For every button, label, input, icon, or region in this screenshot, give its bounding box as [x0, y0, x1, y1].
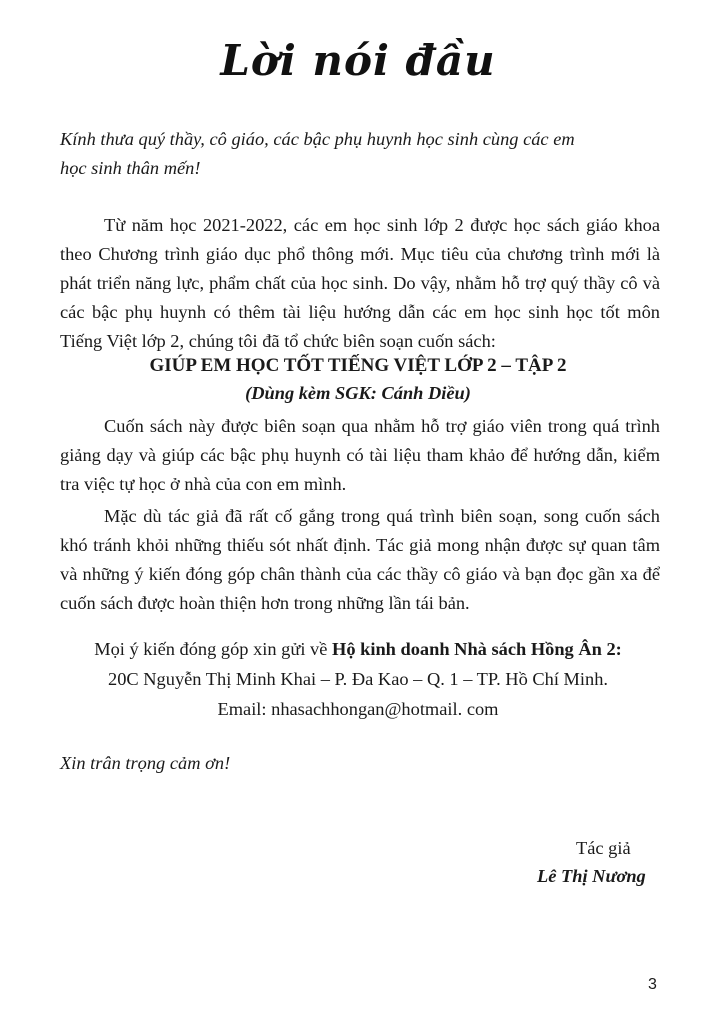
contact-colon: :	[615, 639, 622, 659]
apology-paragraph: Mặc dù tác giả đã rất cố gắng trong quá trình biên soạn, song cuốn sách khó tránh khỏi những thiếu sót nhất định. Tác giả mong nhận được sự quan tâm và những ý kiến đóng góp chân thành của các thầy cô giáo và bạn đọc gần xa để cuốn sách được hoàn thiện hơn trong những lần tái bản.	[60, 506, 660, 613]
greeting	[60, 125, 660, 183]
page-title: Lời nói đầu	[220, 36, 496, 85]
author-label: Tác giả	[576, 838, 631, 858]
closing-thanks: Xin trân trọng cảm ơn!	[60, 753, 231, 773]
author-name: Lê Thị Nương	[537, 866, 646, 886]
contact-block	[0, 634, 716, 724]
book-subtitle: (Dùng kèm SGK: Cánh Diều)	[245, 383, 471, 403]
page-number: 3	[648, 976, 657, 993]
book-title: GIÚP EM HỌC TỐT TIẾNG VIỆT LỚP 2 – TẬP 2	[149, 355, 567, 376]
intro-paragraph: Từ năm học 2021-2022, các em học sinh lớp 2 được học sách giáo khoa theo Chương trình giáo dục phổ thông mới. Mục tiêu của chương trình mới là phát triển năng lực, phẩm chất của học sinh. Do vậy, nhằm hỗ trợ quý thầy cô và các bậc phụ huynh có thêm tài liệu hướng dẫn các em học sinh học tốt môn Tiếng Việt lớp 2, chúng tôi đã tổ chức biên soạn cuốn sách:	[60, 215, 660, 351]
contact-line	[0, 634, 716, 664]
purpose-paragraph: Cuốn sách này được biên soạn qua nhằm hỗ trợ giáo viên trong quá trình giảng dạy và giúp các bậc phụ huynh có tài liệu tham khảo để hướng dẫn, kiểm tra việc tự học ở nhà của con em mình.	[60, 416, 660, 494]
greeting-line-2: học sinh thân mến!	[60, 158, 201, 178]
contact-email: Email: nhasachhongan@hotmail. com	[217, 699, 499, 719]
greeting-line-1: Kính thưa quý thầy, cô giáo, các bậc phụ huynh học sinh cùng các em	[60, 129, 575, 149]
contact-lead: Mọi ý kiến đóng góp xin gửi về	[94, 639, 333, 659]
publisher-name: Hộ kinh doanh Nhà sách Hồng Ân 2	[332, 639, 616, 659]
contact-address: 20C Nguyễn Thị Minh Khai – P. Đa Kao – Q. 1 – TP. Hồ Chí Minh.	[108, 669, 608, 689]
